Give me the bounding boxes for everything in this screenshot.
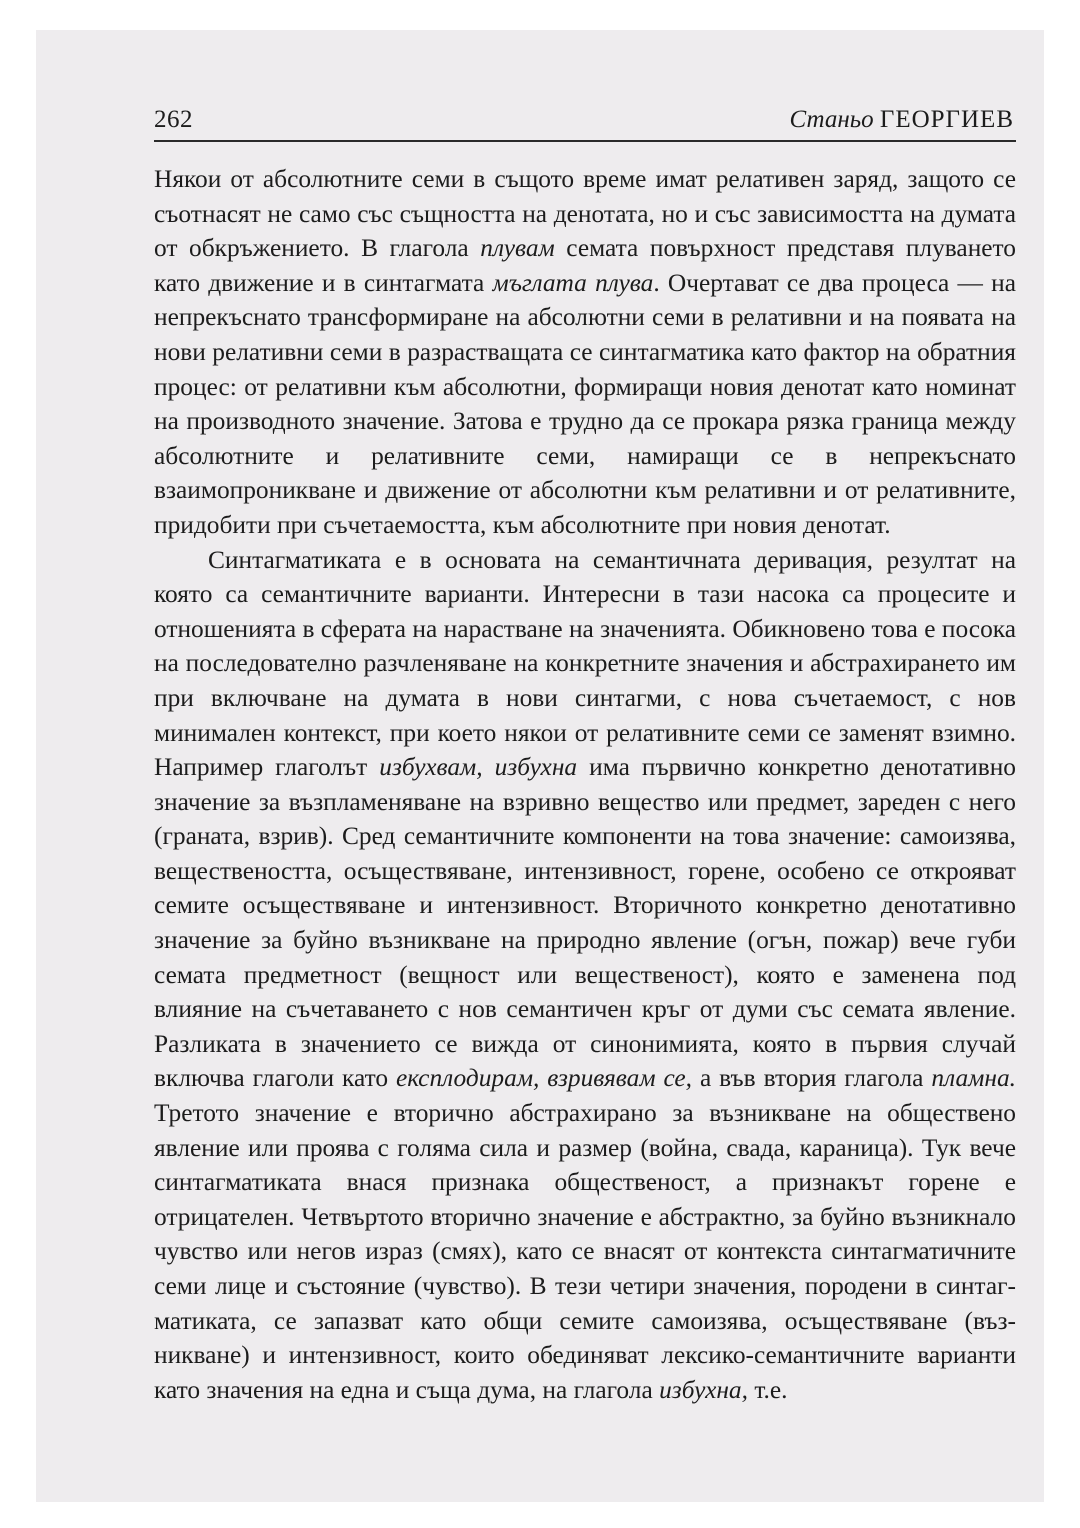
page-number: 262	[154, 106, 193, 133]
italic-term: избухвам, избухна	[379, 753, 578, 782]
text-run: т.е.	[747, 1375, 788, 1404]
text-run: а във втория глагола	[692, 1064, 932, 1093]
author-first-name: Станьо	[789, 106, 874, 133]
italic-term: избухна,	[659, 1375, 748, 1404]
italic-term: пламна.	[931, 1064, 1017, 1093]
author-last-name: ГЕОРГИЕВ	[879, 106, 1014, 133]
paragraph-2	[154, 543, 1016, 1408]
italic-term: мъглата плува	[492, 268, 654, 297]
paragraph-1	[154, 162, 1016, 543]
text-run: Някои от абсолютните семи в същото време имат релативен заряд, защото се съотнасят не само със същността на денотата, но и със зависимостта на думата от обкръжението. В глагола	[154, 165, 1016, 263]
running-header	[154, 100, 1016, 142]
text-run: Третото значение е вторично абстрахирано за възникване на обществено явление или проява с голяма сила и размер (война, свада, караница). Тук вече синтагматиката внася признака общественост, а признакът горене е отрицателен. Четвъртото вторично значение е абстрактно, за буйно възникнало чувство или негов израз (смях), като се внасят от контекста синтагматичните семи лице и състояние (чувство). В тези четири значения, породени в синтагматиката, се запазват като общи семите самоизява, осъществяване (възникване) и интензивност, които обединяват лексико-семантичните варианти като значения на една и съща дума, на глагола	[154, 1099, 1016, 1404]
text-run: има първично конкретно денотативно значение за възпламеняване на взривно вещество или предмет, зареден с него (граната, взрив). Сред семантичните компоненти на това значение: самоизява, веществеността, осъществяване, интензивност, горене, особено се открояват семите осъществяване и интензивност. Вторичното конкретно денотативно значение за буйно възникване на природно явление (огън, пожар) вече губи семата предметност (вещност или вещественост), която е заменена под влияние на съчетаването с нов семантичен кръг от думи със семата явление. Разликата в значението се вижда от синонимията, която в първия случай включва глаголи като	[154, 753, 1016, 1093]
text-run: Синтагматиката е в основата на семантичната деривация, резултат на която са семантичните варианти. Интересни в тази насока са процесите и отношенията в сферата на нарастване на значенията. Обикновено това е посока на последователно разчленяване на конкретните значения и абстрахирането им при включване на думата в нови синтагми, с нова съчетаемост, с нов минимален контекст, при което някои от релативните семи се заменят взимно. Например глаголът	[154, 545, 1016, 782]
body-text	[154, 162, 1016, 1407]
text-run: семата повърхност представя плуването като движение и в синтагмата	[154, 234, 1017, 297]
italic-term: експлодирам, взривявам се,	[396, 1064, 693, 1093]
italic-term: плувам	[480, 234, 555, 263]
text-run: . Очертават се два процеса — на непрекъснато трансформиране на абсолютни семи в релативни и на появата на нови релативни семи в разрастващата се синтагматика като фактор на обратния процес: от релативни към абсолютни, формиращи новия денотат като номинат на производното значение. Затова е трудно да се прокара рязка граница между абсолютните и релативните семи, намиращи се в непрекъснато взаимопроникване и движение от абсолютни към релативни и от релативните, придобити при съчетаемостта, към абсолютните при новия денотат.	[154, 268, 1017, 539]
running-head-author	[789, 106, 1014, 134]
